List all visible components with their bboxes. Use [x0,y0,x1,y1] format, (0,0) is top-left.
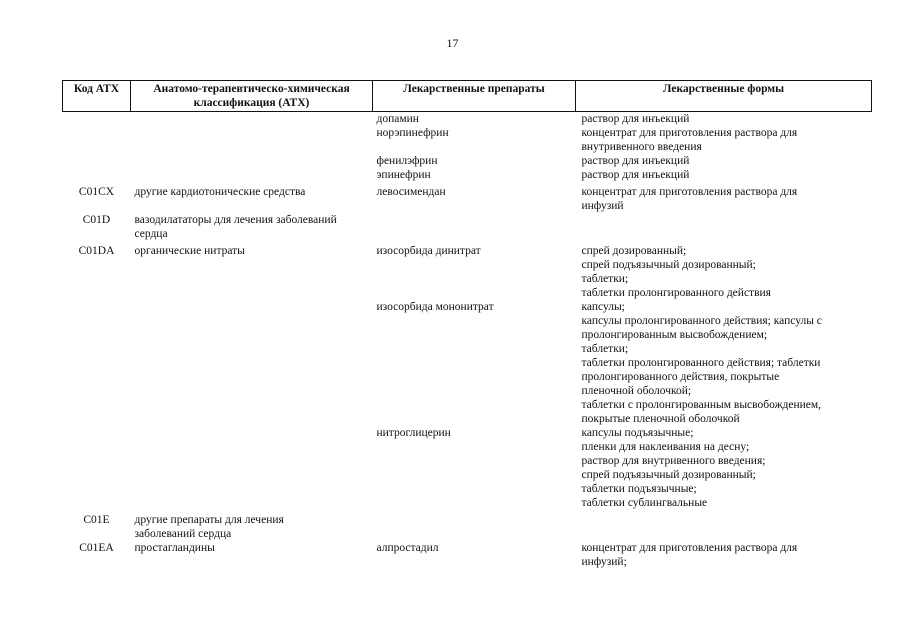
dosage-form-line: капсулы; [581,301,625,313]
header-atx-classification: Анатомо-терапевтическо-химическая классификация (АТХ) [131,81,373,112]
dosage-form-line: пролонгированным высвобождением; [581,329,768,341]
dosage-form-line: концентрат для приготовления раствора для [581,186,798,198]
atx-classification-cell [131,426,373,510]
drug-name-cell: допамин [376,113,419,125]
table-row [63,513,872,541]
table-body [63,112,872,570]
dosage-form-line: таблетки с пролонгированным высвобождением, [581,399,822,411]
atx-code-cell [63,126,131,154]
dosage-forms-cell [576,112,872,127]
dosage-form-line: капсулы пролонгированного действия; капсулы с [581,315,822,327]
table-header-row [63,81,872,112]
atx-code-cell: C01DA [78,245,115,257]
table-row [63,112,872,127]
atx-code-cell [63,426,131,510]
drug-name-cell [373,213,576,241]
dosage-forms-cell [576,168,872,182]
atx-classification-cell [131,168,373,182]
atx-code-cell: C01D [82,214,111,226]
dosage-form-line: внутривенного введения [581,141,702,153]
atx-code-cell [63,154,131,168]
dosage-forms-cell [576,426,872,510]
atx-code-cell [63,300,131,426]
dosage-forms-cell [576,213,872,241]
drug-name-cell: норэпинефрин [376,127,449,139]
page-number: 17 [446,36,459,50]
dosage-form-line: капсулы подъязычные; [581,427,694,439]
dosage-form-line: инфузий; [581,556,627,568]
dosage-form-line: раствор для инъекций [581,169,690,181]
dosage-form-line: раствор для инъекций [581,113,690,125]
header-dosage-forms: Лекарственные формы [576,81,872,112]
dosage-form-line: таблетки; [581,343,629,355]
table-row [63,168,872,182]
dosage-form-line: таблетки сублингвальные [581,497,708,509]
drug-name-cell: фенилэфрин [376,155,438,167]
dosage-forms-cell [576,244,872,300]
dosage-forms-cell [576,185,872,213]
dosage-form-line: спрей подъязычный дозированный; [581,469,756,481]
dosage-form-line: спрей подъязычный дозированный; [581,259,756,271]
header-atx-code: Код АТХ [63,81,131,112]
atx-classification-cell: простагландины [134,542,215,554]
atx-classification-cell: органические нитраты [134,245,245,257]
dosage-form-line: таблетки подъязычные; [581,483,697,495]
dosage-form-line: инфузий [581,200,624,212]
drug-name-cell: эпинефрин [376,169,431,181]
atx-classification-cell: другие препараты для лечения заболеваний сердца [134,514,284,540]
dosage-form-line: пленки для наклеивания на десну; [581,441,750,453]
drug-name-cell: изосорбида динитрат [376,245,481,257]
atx-code-cell: C01E [83,514,110,526]
dosage-forms-cell [576,541,872,569]
atx-classification-cell: вазодилататоры для лечения заболеваний сердца [134,214,337,240]
drug-name-cell: алпростадил [376,542,439,554]
atx-classification-cell [131,300,373,426]
dosage-form-line: раствор для инъекций [581,155,690,167]
dosage-form-line: покрытые пленочной оболочкой [581,413,740,425]
dosage-form-line: таблетки пролонгированного действия [581,287,771,299]
dosage-form-line: спрей дозированный; [581,245,687,257]
table-row [63,426,872,510]
dosage-form-line: концентрат для приготовления раствора для [581,542,798,554]
atx-classification-cell [131,112,373,127]
table-row [63,300,872,426]
table-row [63,126,872,154]
dosage-forms-cell [576,300,872,426]
atx-classification-cell [131,126,373,154]
dosage-forms-cell [576,126,872,154]
dosage-form-line: таблетки пролонгированного действия; таблетки [581,357,821,369]
atx-table [62,80,872,569]
dosage-form-line: концентрат для приготовления раствора для [581,127,798,139]
table-row [63,541,872,569]
dosage-form-line: пролонгированного действия, покрытые [581,371,780,383]
table-row [63,244,872,300]
atx-classification-cell [131,154,373,168]
header-drugs: Лекарственные препараты [373,81,576,112]
atx-code-cell: C01EA [79,542,114,554]
dosage-forms-cell [576,513,872,541]
table-row [63,154,872,168]
atx-code-cell [63,112,131,127]
drug-name-cell: нитроглицерин [376,427,451,439]
drug-name-cell [373,513,576,541]
drug-name-cell: изосорбида мононитрат [376,301,494,313]
dosage-form-line: раствор для внутривенного введения; [581,455,766,467]
table-row [63,185,872,213]
dosage-forms-cell [576,154,872,168]
atx-code-cell: C01CX [78,186,115,198]
atx-code-cell [63,168,131,182]
dosage-form-line: таблетки; [581,273,629,285]
drug-name-cell: левосимендан [376,186,446,198]
dosage-form-line: пленочной оболочкой; [581,385,692,397]
table-row [63,213,872,241]
atx-classification-cell: другие кардиотонические средства [134,186,306,198]
